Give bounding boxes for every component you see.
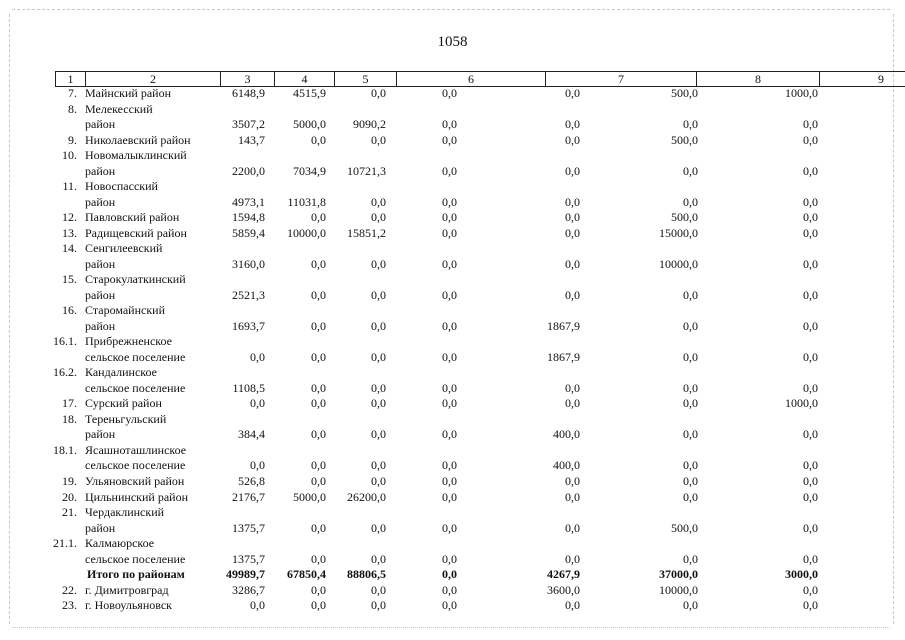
value-col-6: 0,0 [442, 210, 457, 225]
row-name: Тереньгульский [85, 411, 167, 426]
value-col-3: 2200,0 [232, 163, 265, 178]
value-col-5: 0,0 [371, 86, 386, 100]
value-col-6: 0,0 [442, 489, 457, 504]
table-total-row [0, 567, 905, 583]
value-col-5: 0,0 [371, 427, 386, 442]
value-col-4: 0,0 [311, 318, 326, 333]
row-name: район [85, 287, 116, 302]
value-col-7: 0,0 [565, 520, 580, 535]
row-number: 16.2. [53, 365, 77, 380]
table-row [0, 490, 905, 506]
table-row [0, 210, 905, 226]
row-name: г. Новоульяновск [85, 598, 172, 613]
row-name: район [85, 117, 116, 132]
value-col-8: 0,0 [683, 349, 698, 364]
value-col-9: 1000,0 [785, 396, 818, 411]
table-row [0, 505, 905, 536]
row-number: 16. [62, 303, 77, 318]
value-col-9: 0,0 [803, 132, 818, 147]
value-col-3: 3507,2 [232, 117, 265, 132]
value-col-8: 500,0 [671, 86, 698, 100]
value-col-9: 0,0 [803, 427, 818, 442]
row-name: г. Димитровград [85, 582, 169, 597]
value-col-8: 0,0 [683, 551, 698, 566]
row-name: Итого по районам [87, 567, 185, 582]
row-name: Мелекесский [85, 101, 153, 116]
value-col-5: 0,0 [371, 132, 386, 147]
row-name: Старомайнский [85, 303, 166, 318]
table-row [0, 412, 905, 443]
value-col-6: 0,0 [442, 396, 457, 411]
page-number: 1058 [437, 34, 468, 50]
row-name: Старокулаткинский [85, 272, 186, 287]
table-row [0, 365, 905, 396]
value-col-5: 0,0 [371, 256, 386, 271]
value-col-9: 0,0 [803, 318, 818, 333]
row-number: 17. [62, 396, 77, 411]
row-name: Чердаклинский [85, 505, 165, 520]
table-header [55, 71, 884, 86]
value-col-7: 0,0 [565, 473, 580, 488]
header-cell: 5 [334, 71, 396, 87]
row-name: Сенгилеевский [85, 241, 163, 256]
value-col-4: 67850,4 [287, 567, 326, 582]
table-row [0, 241, 905, 272]
row-number: 18. [62, 411, 77, 426]
value-col-5: 0,0 [371, 194, 386, 209]
header-cell: 1 [55, 71, 85, 87]
value-col-8: 0,0 [683, 598, 698, 613]
value-col-8: 0,0 [683, 318, 698, 333]
row-number: 9. [68, 132, 77, 147]
table-row [0, 86, 905, 102]
value-col-4: 5000,0 [293, 489, 326, 504]
value-col-3: 2521,3 [232, 287, 265, 302]
value-col-9: 0,0 [803, 256, 818, 271]
value-col-4: 0,0 [311, 520, 326, 535]
value-col-3: 1375,7 [232, 520, 265, 535]
row-number: 12. [62, 210, 77, 225]
value-col-6: 0,0 [442, 132, 457, 147]
value-col-3: 1108,5 [232, 380, 265, 395]
value-col-9: 0,0 [803, 225, 818, 240]
page-edge-bottom [12, 627, 890, 628]
value-col-6: 0,0 [442, 458, 457, 473]
value-col-3: 1693,7 [232, 318, 265, 333]
value-col-6: 0,0 [442, 567, 457, 582]
row-name: Кандалинское [85, 365, 157, 380]
value-col-5: 0,0 [371, 520, 386, 535]
value-col-7: 0,0 [565, 210, 580, 225]
value-col-3: 0,0 [250, 396, 265, 411]
value-col-7: 0,0 [565, 117, 580, 132]
value-col-9: 3000,0 [785, 567, 818, 582]
value-col-8: 0,0 [683, 473, 698, 488]
value-col-6: 0,0 [442, 225, 457, 240]
row-name: район [85, 427, 116, 442]
value-col-4: 0,0 [311, 582, 326, 597]
value-col-8: 10000,0 [659, 256, 698, 271]
header-cell: 9 [819, 71, 905, 87]
table-row [0, 583, 905, 599]
value-col-9: 0,0 [803, 287, 818, 302]
row-name: Сурский район [85, 396, 162, 411]
value-col-7: 3600,0 [547, 582, 580, 597]
value-col-5: 88806,5 [347, 567, 386, 582]
value-col-9: 0,0 [803, 551, 818, 566]
table-row [0, 272, 905, 303]
value-col-7: 0,0 [565, 396, 580, 411]
row-name: Калмаюрское [85, 536, 155, 551]
value-col-5: 10721,3 [347, 163, 386, 178]
row-name: район [85, 520, 116, 535]
value-col-9: 0,0 [803, 520, 818, 535]
value-col-4: 0,0 [311, 210, 326, 225]
table-row [0, 226, 905, 242]
value-col-6: 0,0 [442, 598, 457, 613]
header-cell: 6 [396, 71, 545, 87]
value-col-3: 3286,7 [232, 582, 265, 597]
value-col-3: 6148,9 [232, 86, 265, 100]
value-col-8: 0,0 [683, 117, 698, 132]
row-number: 20. [62, 489, 77, 504]
value-col-8: 0,0 [683, 287, 698, 302]
row-name: район [85, 163, 116, 178]
row-number: 21. [62, 505, 77, 520]
value-col-5: 0,0 [371, 598, 386, 613]
value-col-6: 0,0 [442, 256, 457, 271]
value-col-9: 0,0 [803, 210, 818, 225]
row-name: Новоспасский [85, 179, 158, 194]
value-col-3: 5859,4 [232, 225, 265, 240]
value-col-8: 0,0 [683, 396, 698, 411]
value-col-3: 1375,7 [232, 551, 265, 566]
row-number: 7. [68, 86, 77, 100]
table-row [0, 334, 905, 365]
row-number: 21.1. [53, 536, 77, 551]
value-col-3: 4973,1 [232, 194, 265, 209]
header-cell: 3 [220, 71, 274, 87]
value-col-3: 143,7 [238, 132, 265, 147]
value-col-7: 4267,9 [547, 567, 580, 582]
value-col-9: 0,0 [803, 458, 818, 473]
value-col-9: 0,0 [803, 349, 818, 364]
row-name: сельское поселение [85, 458, 186, 473]
table-row [0, 536, 905, 567]
value-col-3: 49989,7 [226, 567, 265, 582]
value-col-4: 7034,9 [293, 163, 326, 178]
value-col-7: 0,0 [565, 489, 580, 504]
value-col-7: 0,0 [565, 163, 580, 178]
value-col-6: 0,0 [442, 163, 457, 178]
value-col-8: 500,0 [671, 210, 698, 225]
value-col-8: 0,0 [683, 489, 698, 504]
value-col-5: 0,0 [371, 287, 386, 302]
value-col-7: 400,0 [553, 458, 580, 473]
value-col-7: 0,0 [565, 598, 580, 613]
value-col-8: 500,0 [671, 520, 698, 535]
row-name: район [85, 318, 116, 333]
value-col-5: 0,0 [371, 380, 386, 395]
value-col-5: 0,0 [371, 210, 386, 225]
table-row [0, 102, 905, 133]
row-number [37, 567, 77, 582]
value-col-7: 0,0 [565, 256, 580, 271]
value-col-9: 0,0 [803, 489, 818, 504]
value-col-5: 9090,2 [353, 117, 386, 132]
value-col-3: 384,4 [238, 427, 265, 442]
row-name: Новомалыклинский [85, 148, 187, 163]
value-col-4: 5000,0 [293, 117, 326, 132]
value-col-3: 0,0 [250, 349, 265, 364]
value-col-5: 15851,2 [347, 225, 386, 240]
value-col-6: 0,0 [442, 520, 457, 535]
row-number: 8. [68, 101, 77, 116]
value-col-9: 1000,0 [785, 86, 818, 100]
value-col-3: 3160,0 [232, 256, 265, 271]
value-col-7: 0,0 [565, 225, 580, 240]
value-col-3: 526,8 [238, 473, 265, 488]
row-number: 23. [62, 598, 77, 613]
value-col-9: 0,0 [803, 473, 818, 488]
value-col-3: 1594,8 [232, 210, 265, 225]
value-col-6: 0,0 [442, 194, 457, 209]
value-col-3: 2176,7 [232, 489, 265, 504]
row-name: Павловский район [85, 210, 180, 225]
row-name: сельское поселение [85, 380, 186, 395]
row-number: 11. [62, 179, 77, 194]
value-col-9: 0,0 [803, 582, 818, 597]
value-col-4: 0,0 [311, 349, 326, 364]
row-name: Цильнинский район [85, 489, 188, 504]
value-col-3: 0,0 [250, 458, 265, 473]
value-col-6: 0,0 [442, 473, 457, 488]
value-col-4: 0,0 [311, 598, 326, 613]
value-col-9: 0,0 [803, 194, 818, 209]
value-col-4: 0,0 [311, 256, 326, 271]
value-col-6: 0,0 [442, 427, 457, 442]
value-col-6: 0,0 [442, 287, 457, 302]
value-col-8: 37000,0 [659, 567, 698, 582]
value-col-8: 0,0 [683, 458, 698, 473]
row-number: 22. [62, 582, 77, 597]
value-col-8: 10000,0 [659, 582, 698, 597]
value-col-8: 15000,0 [659, 225, 698, 240]
row-name: Майнский район [85, 86, 172, 100]
value-col-3: 0,0 [250, 598, 265, 613]
page-edge-top [12, 9, 890, 10]
row-name: Николаевский район [85, 132, 191, 147]
table-row [0, 598, 905, 614]
table-row [0, 148, 905, 179]
value-col-6: 0,0 [442, 86, 457, 100]
row-name: Ульяновский район [85, 473, 185, 488]
row-number: 15. [62, 272, 77, 287]
value-col-4: 0,0 [311, 380, 326, 395]
value-col-5: 0,0 [371, 582, 386, 597]
row-name: район [85, 194, 116, 209]
row-number: 13. [62, 225, 77, 240]
header-cell: 4 [274, 71, 334, 87]
row-number: 18.1. [53, 442, 77, 457]
row-name: Радищевский район [85, 225, 187, 240]
value-col-4: 4515,9 [293, 86, 326, 100]
value-col-7: 0,0 [565, 194, 580, 209]
table-row [0, 179, 905, 210]
value-col-4: 0,0 [311, 551, 326, 566]
value-col-4: 0,0 [311, 473, 326, 488]
row-name: сельское поселение [85, 349, 186, 364]
table-row [0, 133, 905, 149]
value-col-5: 0,0 [371, 318, 386, 333]
row-name: Ясашноташлинское [85, 442, 187, 457]
row-number: 10. [62, 148, 77, 163]
value-col-6: 0,0 [442, 551, 457, 566]
value-col-6: 0,0 [442, 349, 457, 364]
value-col-4: 11031,8 [287, 194, 326, 209]
table-row [0, 474, 905, 490]
value-col-8: 0,0 [683, 163, 698, 178]
value-col-8: 0,0 [683, 194, 698, 209]
row-name: район [85, 256, 116, 271]
table-body [0, 86, 905, 614]
value-col-6: 0,0 [442, 117, 457, 132]
value-col-7: 0,0 [565, 551, 580, 566]
row-number: 16.1. [53, 334, 77, 349]
value-col-8: 0,0 [683, 427, 698, 442]
value-col-8: 500,0 [671, 132, 698, 147]
value-col-4: 0,0 [311, 287, 326, 302]
value-col-9: 0,0 [803, 163, 818, 178]
value-col-5: 0,0 [371, 551, 386, 566]
value-col-5: 26200,0 [347, 489, 386, 504]
value-col-6: 0,0 [442, 380, 457, 395]
value-col-7: 0,0 [565, 287, 580, 302]
value-col-5: 0,0 [371, 396, 386, 411]
value-col-4: 10000,0 [287, 225, 326, 240]
row-number: 19. [62, 473, 77, 488]
header-cell: 8 [696, 71, 819, 87]
value-col-5: 0,0 [371, 349, 386, 364]
row-name: Прибрежненское [85, 334, 172, 349]
value-col-7: 0,0 [565, 86, 580, 100]
value-col-4: 0,0 [311, 458, 326, 473]
value-col-7: 0,0 [565, 132, 580, 147]
value-col-6: 0,0 [442, 318, 457, 333]
row-name: сельское поселение [85, 551, 186, 566]
header-cell: 7 [545, 71, 696, 87]
value-col-7: 1867,9 [547, 318, 580, 333]
value-col-6: 0,0 [442, 582, 457, 597]
value-col-4: 0,0 [311, 396, 326, 411]
value-col-4: 0,0 [311, 427, 326, 442]
value-col-9: 0,0 [803, 598, 818, 613]
value-col-7: 400,0 [553, 427, 580, 442]
value-col-7: 0,0 [565, 380, 580, 395]
table-row [0, 396, 905, 412]
value-col-4: 0,0 [311, 132, 326, 147]
value-col-9: 0,0 [803, 380, 818, 395]
value-col-5: 0,0 [371, 473, 386, 488]
row-number: 14. [62, 241, 77, 256]
value-col-8: 0,0 [683, 380, 698, 395]
value-col-5: 0,0 [371, 458, 386, 473]
table-row [0, 303, 905, 334]
table-row [0, 443, 905, 474]
header-cell: 2 [85, 71, 220, 87]
value-col-9: 0,0 [803, 117, 818, 132]
value-col-7: 1867,9 [547, 349, 580, 364]
